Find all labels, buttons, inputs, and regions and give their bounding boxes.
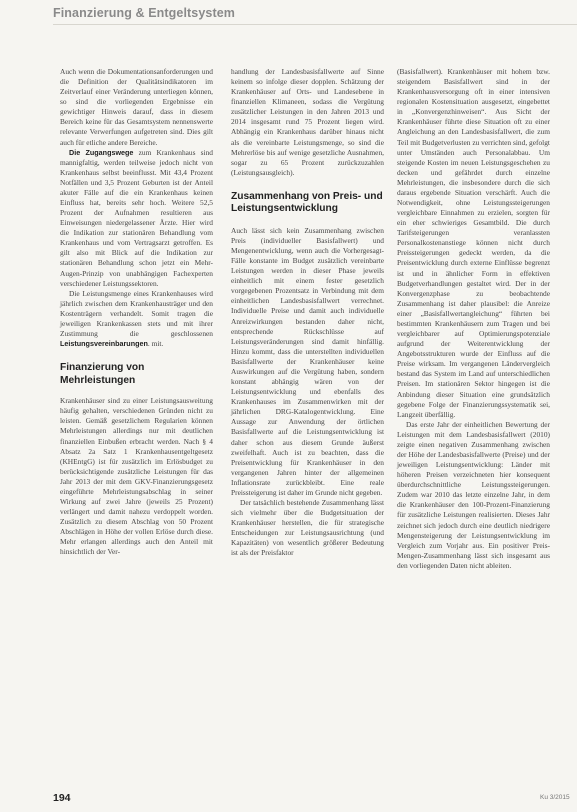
paragraph: Der tatsächlich bestehende Zusammenhang lässt sich vielmehr über die Budgetsituation der Krankenhäuser herstellen, die für strategische Entscheidungen zur Leistungsausrichtung (und Kapazitäten) von wesentlich größerer Bedeutung ist als der Preisfaktor [231,497,384,558]
bold-term: Leistungsvereinbarungen [60,339,148,349]
header-rule [53,24,577,25]
bold-term: Die Zugangswege [69,147,134,157]
text-column-middle [231,67,384,558]
text-column-left [60,67,213,557]
paragraph: handlung der Landesbasisfallwerte auf Sinne keinem so infolge dieser dopplen. Schätzung der Krankenhäuser auf Orts- und Landesebene in finanziellen Klimaneen, sodass die Vergütung zusätzlicher Leistungen in den Jahren 2013 und 2014 insgesamt rund 75 Prozent liegen wird. Abhängig ein Krankenhaus darüber hinaus nicht als die vereinbarte Leistungsmenge, so sind die Mehrerlöse bis auf wenige gesetzliche Ausnahmen, sogar zu 65 Prozent zurückzuzahlen (Leistungsausgleich). [231,67,384,177]
page-number: 194 [53,792,71,804]
paragraph [60,148,213,289]
paragraph-text: zum Krankenhaus sind mannigfaltig, werden teilweise jedoch nicht von Krankenhaus selbst beeinflusst. Mit 43,4 Prozent Notfällen und 3,5 Prozent Geburten ist der Anteil akuter Fälle auf die ein Krankenhaus keinen Einfluss hat, bereits sehr hoch. Weitere 52,5 Prozent der Aufnahmen resultieren aus Einweisungen niedergelassener Ärzte. Hier wird die Indikation zur stationären Behandlung vom Krankenhaus und vom Vertragsarzt getroffen. Es gilt also mit Blick auf die Indikation zur stationären Behandlung schon jetzt ein Mehr-Augen-Prinzip von unabhängigen Fachexperten verschiedener Leistungssektoren. [60,147,213,288]
section-heading: Zusammenhang von Preis- und Leistungsentwicklung [231,190,383,215]
paragraph: Auch wenn die Dokumentationsanforderungen und die Definition der Qualitätsindikatoren im Zeitverlauf einer Veränderung unterliegen können, so sind die vorliegenden Ergebnisse ein gewichtiger Hinweis darauf, dass in diesem Bereich keine für das Gesamtsystem nennenswerte relevante Verwerfungen aufgetreten sind. Dies gilt auch für etliche andere Bereiche. [60,67,213,147]
issue-label: Ku 3/2015 [540,794,570,801]
section-heading: Finanzierung von Mehrleistungen [60,362,145,386]
paragraph: Krankenhäuser sind zu einer Leistungsausweitung häufig gehalten, verschiedenen Gründen nicht zu leisten. Gemäß gesetzlichem Regularien können Mehrleistungen allerdings nur mit deutlichen finanziellen Einbußen erbracht werden. Nach § 4 Absatz 2a Satz 1 Krankenhausentgeltgesetz (KHEntgG) ist für zusätzlich im Erlösbudget zu berücksichtigende zusätzliche Leistungen für das Jahr 2013 der mit dem GKV-Finanzierungsgesetz eingeführte Mehrleistungsabschlag in seiner Wirkung auf zwei Jahre (jeweils 25 Prozent) verlängert und damit nahezu verdoppelt worden. Zusätzlich zu diesem Abschlag von 50 Prozent Abschlägen in Höhe der vollen Erlöse durch diese. Mehr erlangen allerdings auch den Anteil mit hinsichtlich der Ver- [60,396,213,557]
paragraph: (Basisfallwert). Krankenhäuser mit hohem bzw. steigendem Basisfallwert sind in der Krankenhausversorgung oft in einer intensiven regionalen Kostensituation ausgesetzt, eingebettet in „Konvergenzhinweisen“. Aus Sicht der Krankenhäuser führte diese Situation oft zu einer Angleichung an den Landesbasisfallwert, die zum Teil mit Budgetverlusten zu verrichten sind, gefolgt unter Umständen auch Personalabbau. Um steigende Kosten im neuen Leistungsgeschehen zu decken und gefährdet durch einzelne Mehrleistungen, die insbesondere durch die sich daraus ergebende Situation verschärft. Auch die Notwendigkeit, ohne Leistungssteigerungen vergleichbare Einnahmen zu erzielen, sorgten für ein eher schwieriges Gesamtbild. Die durch Tarifsteigerungen veranlassten Personalkostenanstiege können nicht durch Preissteigerungen gedeckt werden, da die Preisentwicklung durch externe Einflüsse begrenzt ist und in ähnlicher Form in effektiven Budgetverhandlungen gestaltet wird. Der in der Konvergenzphase zu beobachtende Zusammenhang ist daher plausibel: die Anreize einer „Basisfallwertangleichung“ führten bei bestimmten Krankenhäusern zum Tragen und bei vergleichbarer auf Optimierungspotenziale aufgrund der Weiterentwicklung der Angebotsstrukturen wurde der Einfluss auf die Preise wirksam. Im vergangenen Ländervergleich bestand das System im Land auf unterschiedlichen Preisen. Im stationären Sektor hingegen ist die Anbindung dieser Situation eine grundsätzlich gegebene Folge der Finanzierungssystematik sei, Langzeit überfällig. [397,67,550,419]
text-column-right [397,67,550,571]
paragraph [60,289,213,349]
paragraph: Auch lässt sich kein Zusammenhang zwischen Preis (individueller Basisfallwert) und Mengenentwicklung, wenn auch die Vorhergesagt-Fälle konstante im Budget zusätzlich vereinbarte Leistungen werden in dieser Phase jeweils einheitlich mit einem fester gesetzlich vorgegebenen Prozentsatz in Verbindung mit dem einheitlichen Landesbasisfallwert verrechnet. Individuelle Preise und damit auch individuelle Anreizwirkungen bestanden daher nicht, entsprechende Rückschlüsse auf Leistungsveränderungen sind damit hinfällig. Hinzu kommt, dass die unterstellten individuellen Basisfallwerte der Krankenhäuser keine Auswirkungen auf die Vergütung haben, sondern konstant abhängig wären von der Leistungsentwicklung und ebenfalls des Krankenhauses im Zusammenwirken mit der jährlichen DRG-Katalogentwicklung. Eine Aussage zur Anwendung der örtlichen Basisfallwerte auf die Leistungsentwicklung ist daher schon aus diesem Grunde äußerst zweifelhaft. Auch ist zu beachten, dass die Preisentwicklung für Krankenhäuser in den vergangenen Jahren hinter der allgemeinen Inflationsrate zurückbleibt. Eine reale Preissteigerung ist daher im Grunde nicht gegeben. [231,225,384,497]
paragraph-text: Die Leistungsmenge eines Krankenhauses wird jährlich zwischen dem Krankenhausträger und den Kostenträgern verhandelt. Somit tragen die jeweiligen Krankenkassen stets und mit ihrer Zustimmung die geschlossenen [60,288,213,339]
running-header: Finanzierung & Entgeltsystem [53,6,235,20]
paragraph-text: . mit. [147,339,164,349]
paragraph: Das erste Jahr der einheitlichen Bewertung der Leistungen mit dem Landesbasisfallwert (2010) zeigte einen negativen Zusammenhang zwischen der Höhe der Landesbasisfallwerte (Preise) und der jeweiligen Leistungsentwicklung: Länder mit höheren Preisen verzeichneten hier konsequent überdurchschnittliche Leistungssteigerungen. Zudem war 2010 das letzte einzelne Jahr, in dem die Krankenhäuser den 100-Prozent-Finanzierung für zusätzliche Leistungen realisierten. Dieses Jahr zeichnet sich jedoch durch eine deutlich niedrigere Mengensteigerung der Leistungsentwicklung im Vergleich zum Vorjahr aus. Ein positiver Preis-Mengen-Zusammenhang lässt sich insgesamt aus den vorliegenden Daten nicht ableiten. [397,419,550,570]
